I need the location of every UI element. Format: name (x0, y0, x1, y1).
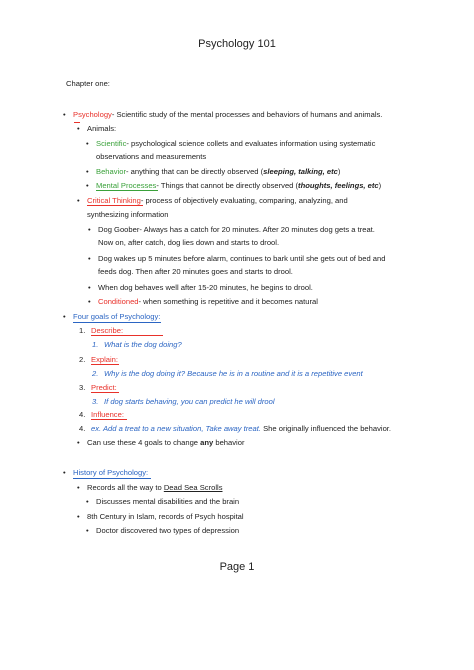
goal-sub-number: 4. (79, 424, 86, 433)
psychology-line (63, 110, 382, 120)
conditioned-line (88, 297, 318, 307)
goal-number: 4. (79, 410, 86, 419)
red-underline (91, 392, 119, 393)
bullet: • (86, 526, 89, 535)
bullet: • (77, 124, 80, 133)
blue-underline (73, 478, 151, 479)
can-use-line (77, 438, 245, 448)
animals-label: Animals: (87, 124, 117, 133)
goal-sub-text: ex. Add a treat to a new situation, Take away treat. (91, 424, 261, 433)
records-underlined: Dead Sea Scrolls (163, 483, 223, 492)
mental-term: Mental Processes (96, 181, 157, 190)
records-line (77, 483, 223, 493)
dog-item (88, 283, 313, 293)
goal-sub-after: She originally influenced the behavior. (260, 424, 392, 433)
dog-item (88, 254, 385, 264)
page-number: Page 1 (219, 561, 255, 573)
bullet: • (88, 225, 91, 234)
dog-item-text: Dog Goober- Always has a catch for 20 minutes. After 20 minutes dog gets a treat. (98, 225, 375, 234)
animals-line (77, 124, 116, 134)
bullet: • (77, 483, 80, 492)
goal-number: 2. (79, 355, 86, 364)
bullet: • (86, 181, 89, 190)
bullet: • (88, 254, 91, 263)
goal-term: Explain: (91, 355, 119, 364)
chapter-label: Chapter one: (66, 79, 110, 88)
behavior-term: Behavior (96, 167, 126, 176)
bullet: • (77, 512, 80, 521)
scientific-line (86, 139, 375, 149)
green-underline (96, 190, 158, 191)
mental-definition: - Things that cannot be directly observed ( (156, 181, 299, 190)
behavior-line (86, 167, 340, 177)
records-text: Records all the way to (87, 483, 164, 492)
eighth-century-line (77, 512, 244, 522)
doctor-text: Doctor discovered two types of depression (96, 526, 240, 535)
behavior-examples: sleeping, talking, etc (263, 167, 338, 176)
goal-sub-number: 2. (92, 369, 99, 378)
dog-item (88, 225, 375, 235)
bullet: • (63, 312, 66, 321)
doctor-line (86, 526, 239, 536)
scientific-definition: - psychological science collets and evaluates information using systematic (126, 139, 376, 148)
dog-item-text: When dog behaves well after 15-20 minutes, he begins to drool. (98, 283, 313, 292)
four-goals-heading (63, 312, 160, 322)
goal-term: Describe: (91, 326, 124, 335)
goal-sub-text: If dog starts behaving, you can predict he will drool (104, 397, 275, 406)
goal-sub-number: 1. (92, 340, 99, 349)
critical-definition-cont: synthesizing information (87, 210, 169, 219)
red-underline (91, 419, 127, 420)
red-underline (91, 335, 163, 336)
bullet: • (86, 497, 89, 506)
bullet: • (63, 468, 66, 477)
page-title: Psychology 101 (198, 38, 276, 50)
goal-number: 1. (79, 326, 86, 335)
conditioned-term: Conditioned (98, 297, 139, 306)
discusses-line (86, 497, 239, 507)
bullet: • (88, 283, 91, 292)
goal-sub-text: Why is the dog doing it? Because he is in a routine and it is a repetitive event (104, 369, 363, 378)
can-use-emphasis: any (200, 438, 214, 447)
paren-close: ) (337, 167, 341, 176)
goal-number: 3. (79, 383, 86, 392)
mental-examples: thoughts, feelings, etc (298, 181, 379, 190)
bullet: • (86, 139, 89, 148)
paren-close: ) (378, 181, 382, 190)
critical-definition: - process of objectively evaluating, comparing, analyzing, and (140, 196, 348, 205)
annotation-mark (74, 122, 80, 123)
dog-item-text: Dog wakes up 5 minutes before alarm, continues to bark until she gets out of bed and (98, 254, 386, 263)
goal-term: Predict: (91, 383, 117, 392)
psychology-definition: - Scientific study of the mental processes and behaviors of humans and animals. (111, 110, 383, 119)
bullet: • (86, 167, 89, 176)
goal-subitem (92, 340, 182, 350)
blue-underline (73, 322, 161, 323)
four-goals-title: Four goals of Psychology: (73, 312, 161, 321)
goal-subitem (79, 424, 391, 434)
history-heading (63, 468, 148, 478)
scientific-term: Scientific (96, 139, 127, 148)
bullet: • (77, 438, 80, 447)
dog-item-cont: Now on, after catch, dog lies down and starts to drool. (98, 238, 280, 247)
goal-sub-number: 3. (92, 397, 99, 406)
can-use-text: Can use these 4 goals to change (87, 438, 201, 447)
psychology-term: Psychology (73, 110, 112, 119)
critical-term: Critical Thinking (87, 196, 141, 205)
history-title: History of Psychology: (73, 468, 149, 477)
bullet: • (63, 110, 66, 119)
goal-subitem (92, 397, 275, 407)
red-underline (91, 364, 119, 365)
bullet: • (88, 297, 91, 306)
goal-sub-text: What is the dog doing? (104, 340, 182, 349)
behavior-definition: - anything that can be directly observed ( (125, 167, 264, 176)
red-underline (87, 205, 143, 206)
can-use-end: behavior (213, 438, 245, 447)
eighth-century-text: 8th Century in Islam, records of Psych hospital (87, 512, 244, 521)
dog-item-cont: feeds dog. Then after 20 minutes goes and starts to drool. (98, 267, 293, 276)
bullet: • (77, 196, 80, 205)
scientific-definition-cont: observations and measurements (96, 152, 207, 161)
goal-subitem (92, 369, 363, 379)
goal-term: Influence: (91, 410, 124, 419)
discusses-text: Discusses mental disabilities and the brain (96, 497, 240, 506)
conditioned-definition: - when something is repetitive and it becomes natural (138, 297, 318, 306)
